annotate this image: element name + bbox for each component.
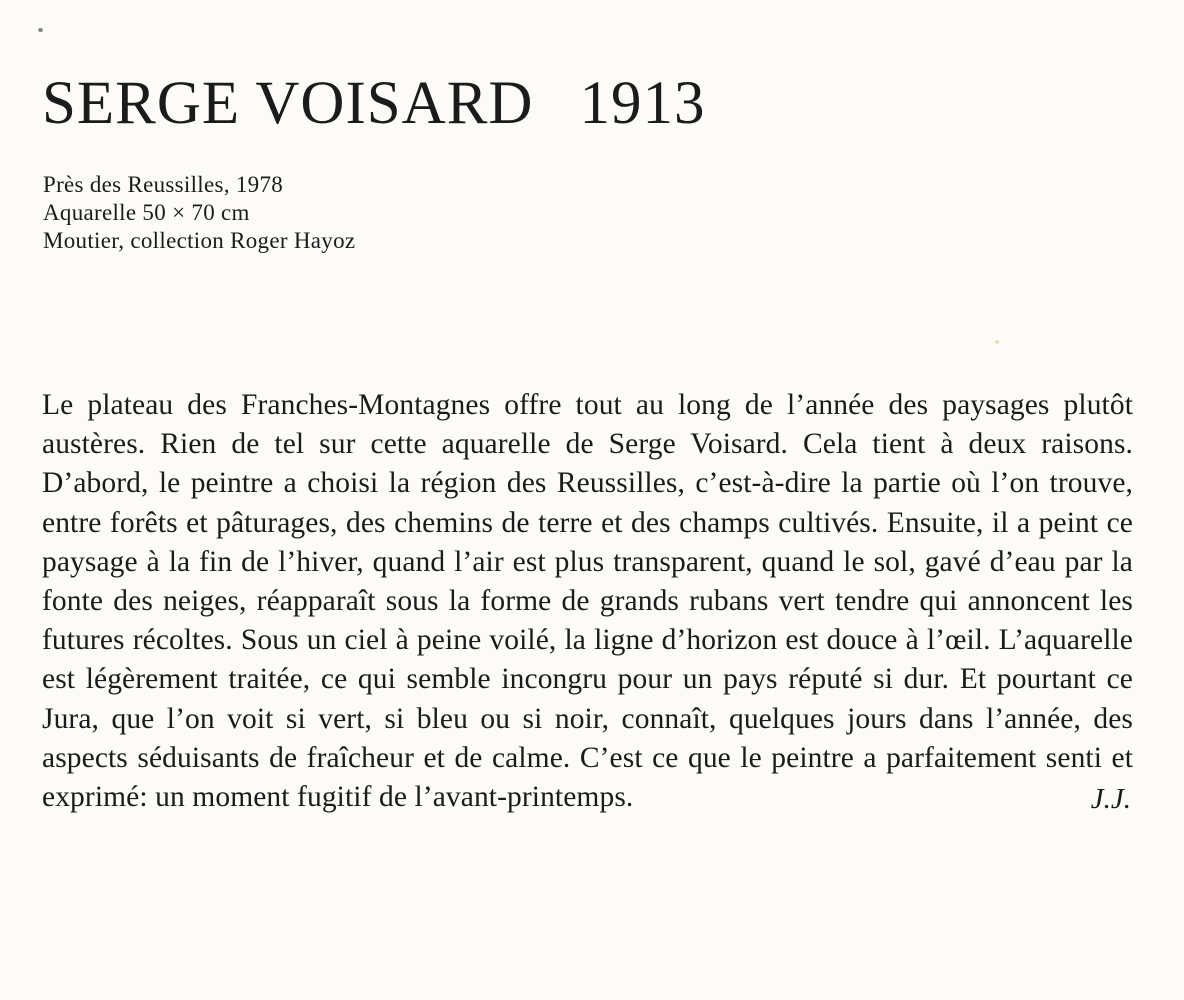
artwork-medium-line: Aquarelle 50 × 70 cm xyxy=(43,200,250,225)
page-title xyxy=(42,69,706,137)
artist-birth-year: 1913 xyxy=(579,69,706,137)
artwork-title-line: Près des Reussilles, 1978 xyxy=(43,172,284,197)
scan-artifact-speck xyxy=(995,340,999,344)
commentary-block xyxy=(42,386,1133,817)
commentary-paragraph: Le plateau des Franches-Montagnes offre tout au long de l’année des paysages plutôt austères. Rien de tel sur cette aquarelle de Serge Voisard. Cela tient à deux raisons. D’abord, le peintre a choisi la région des Reussilles, c’est-à-dire la partie où l’on trouve, entre forêts et pâturages, des chemins de terre et des champs cultivés. Ensuite, il a peint ce paysage à la fin de l’hiver, quand l’air est plus transparent, quand le sol, gavé d’eau par la fonte des neiges, réapparaît sous la forme de grands rubans vert tendre qui annoncent les futures récoltes. Sous un ciel à peine voilé, la ligne d’horizon est douce à l’œil. L’aquarelle est légèrement traitée, ce qui semble incongru pour un pays réputé si dur. Et pourtant ce Jura, que l’on voit si vert, si bleu ou si noir, connaît, quelques jours dans l’année, des aspects séduisants de fraîcheur et de calme. C’est ce que le peintre a parfaitement senti et exprimé: un moment fugitif de l’avant-printemps. xyxy=(42,389,1133,814)
artwork-collection-line: Moutier, collection Roger Hayoz xyxy=(43,228,356,253)
artist-name: SERGE VOISARD xyxy=(42,69,534,137)
artwork-caption xyxy=(43,171,355,255)
scan-artifact-speck xyxy=(38,28,43,32)
author-initials: J.J. xyxy=(1077,783,1131,816)
